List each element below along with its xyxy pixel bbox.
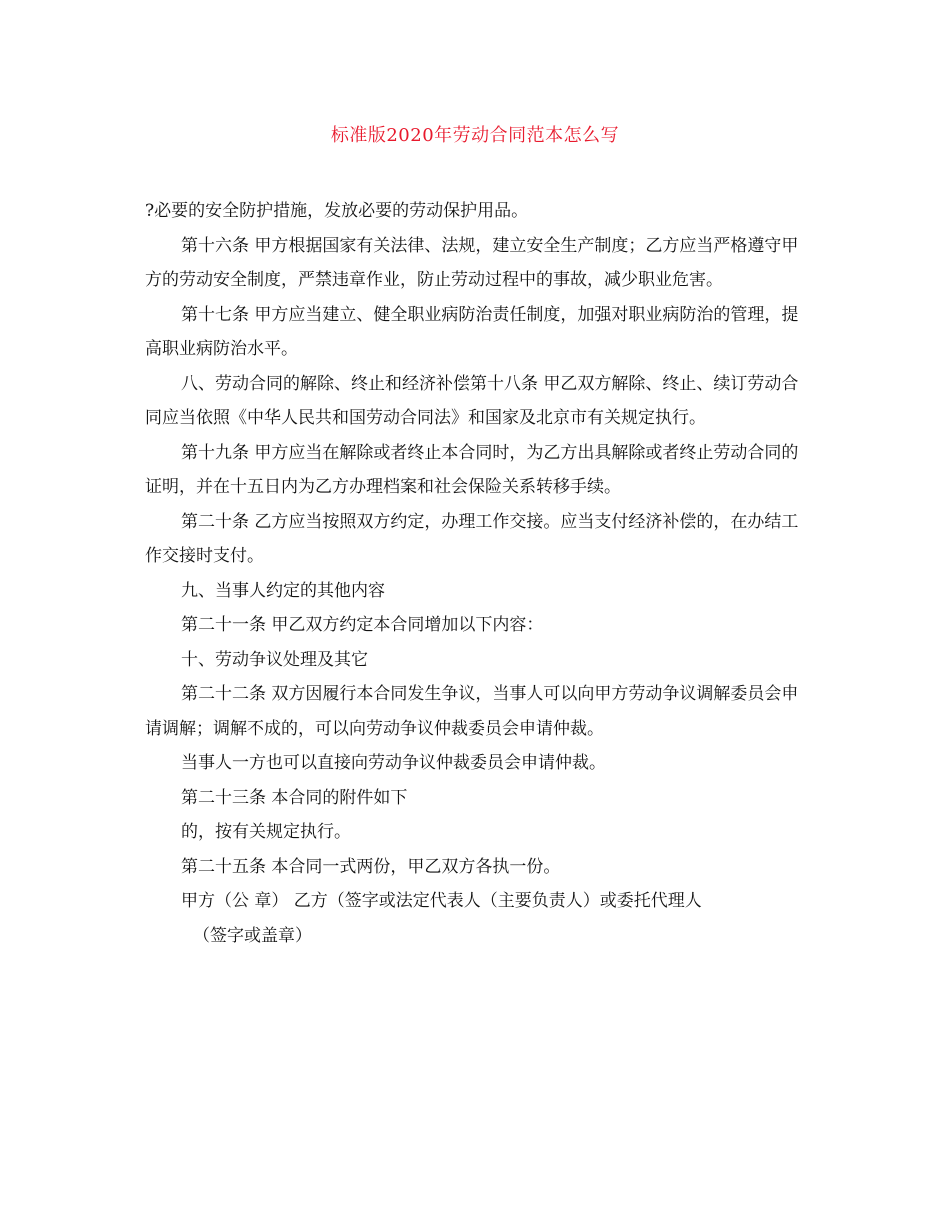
paragraph-section-8: 八、劳动合同的解除、终止和经济补偿第十八条 甲乙双方解除、终止、续订劳动合同应当依照《中华人民共和国劳动合同法》和国家及北京市有关规定执行。 bbox=[145, 373, 799, 428]
paragraph-article-16: 第十六条 甲方根据国家有关法律、法规，建立安全生产制度；乙方应当严格遵守甲方的劳动安全制度，严禁违章作业，防止劳动过程中的事故，减少职业危害。 bbox=[145, 235, 799, 290]
signature-line: 甲方（公 章） 乙方（签字或法定代表人（主要负责人）或委托代理人 bbox=[181, 891, 702, 911]
paragraph-section-10: 十、劳动争议处理及其它 bbox=[181, 649, 368, 670]
paragraph-article-20: 第二十条 乙方应当按照双方约定，办理工作交接。应当支付经济补偿的，在办结工作交接时支付。 bbox=[145, 511, 799, 566]
paragraph-article-25: 第二十五条 本合同一式两份，甲乙双方各执一份。 bbox=[181, 856, 561, 877]
signature-note: （签字或盖章） bbox=[193, 925, 312, 946]
paragraph-1: ?必要的安全防护措施，发放必要的劳动保护用品。 bbox=[145, 201, 529, 221]
document-body bbox=[145, 194, 805, 953]
paragraph-article-23: 第二十三条 本合同的附件如下 bbox=[181, 787, 408, 808]
paragraph-article-22: 第二十二条 双方因履行本合同发生争议，当事人可以向甲方劳动争议调解委员会申请调解；调解不成的，可以向劳动争议仲裁委员会申请仲裁。 bbox=[145, 684, 799, 739]
document-title: 标准版2020年劳动合同范本怎么写 bbox=[330, 125, 620, 146]
paragraph-arbitration: 当事人一方也可以直接向劳动争议仲裁委员会申请仲裁。 bbox=[181, 753, 606, 773]
paragraph-article-21: 第二十一条 甲乙双方约定本合同增加以下内容： bbox=[181, 615, 544, 635]
paragraph-execution: 的，按有关规定执行。 bbox=[181, 822, 351, 842]
paragraph-section-9: 九、当事人约定的其他内容 bbox=[181, 580, 385, 601]
paragraph-article-19: 第十九条 甲方应当在解除或者终止本合同时，为乙方出具解除或者终止劳动合同的证明，并在十五日内为乙方办理档案和社会保险关系转移手续。 bbox=[145, 442, 799, 497]
paragraph-article-17: 第十七条 甲方应当建立、健全职业病防治责任制度，加强对职业病防治的管理，提高职业病防治水平。 bbox=[145, 304, 799, 359]
